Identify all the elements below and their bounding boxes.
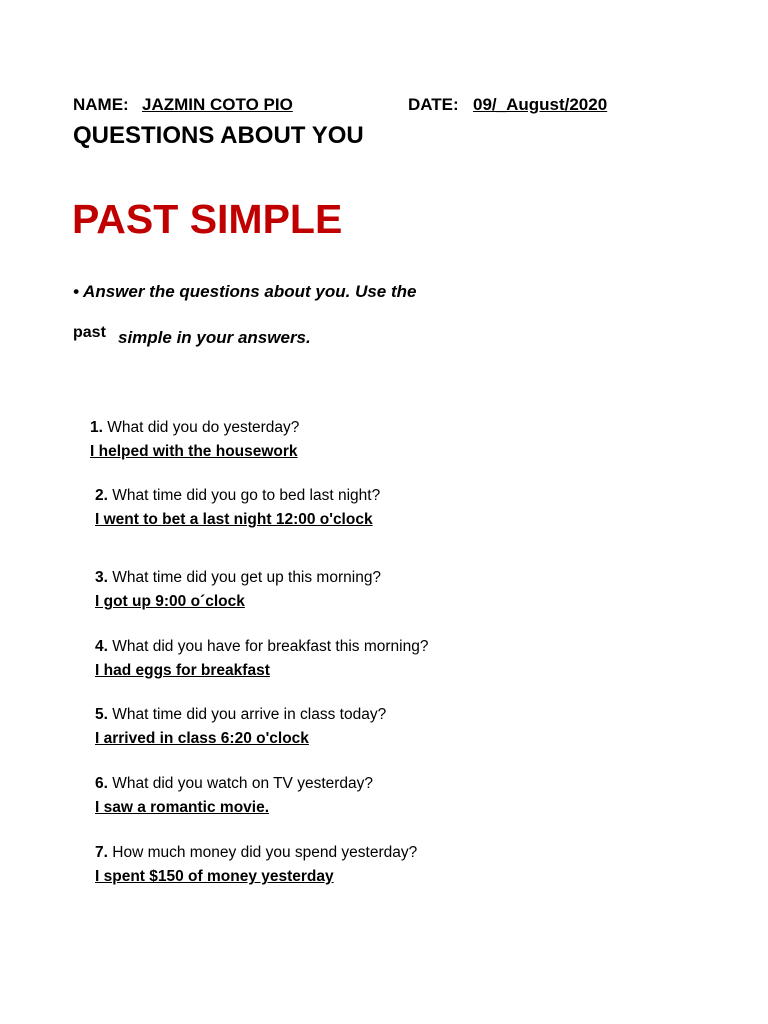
- question-4: [95, 638, 428, 656]
- question-number: 2.: [95, 487, 108, 504]
- name-value: JAZMIN COTO PIO: [142, 95, 293, 114]
- answer-3: I got up 9:00 o´clock: [95, 593, 245, 610]
- name-label: NAME:: [73, 95, 129, 114]
- answer-2: I went to bet a last night 12:00 o'clock: [95, 511, 373, 528]
- question-6: [95, 775, 373, 793]
- question-3: [95, 569, 381, 587]
- question-text: How much money did you spend yesterday?: [112, 844, 418, 861]
- question-number: 5.: [95, 706, 108, 723]
- question-number: 7.: [95, 844, 108, 861]
- question-text: What did you have for breakfast this morning?: [112, 638, 429, 655]
- question-number: 3.: [95, 569, 108, 586]
- instruction-line-1: • Answer the questions about you. Use the: [73, 282, 417, 301]
- question-number: 1.: [90, 419, 103, 436]
- answer-4: I had eggs for breakfast: [95, 662, 270, 679]
- question-2: [95, 487, 380, 505]
- question-text: What time did you go to bed last night?: [112, 487, 381, 504]
- date-label: DATE:: [408, 95, 459, 114]
- question-text: What time did you arrive in class today?: [112, 706, 387, 723]
- question-number: 6.: [95, 775, 108, 792]
- instruction-line-2: simple in your answers.: [118, 328, 311, 347]
- answer-7: I spent $150 of money yesterday: [95, 868, 334, 885]
- answer-5: I arrived in class 6:20 o'clock: [95, 730, 309, 747]
- date-value: 09/_August/2020: [473, 95, 608, 114]
- question-7: [95, 844, 417, 862]
- answer-1: I helped with the housework: [90, 443, 298, 460]
- worksheet-subtitle: QUESTIONS ABOUT YOU: [73, 122, 364, 149]
- question-text: What did you do yesterday?: [107, 419, 300, 436]
- worksheet-title: PAST SIMPLE: [72, 196, 343, 242]
- question-text: What time did you get up this morning?: [112, 569, 382, 586]
- answer-6: I saw a romantic movie.: [95, 799, 270, 816]
- question-5: [95, 706, 386, 724]
- instruction-past-word: past: [73, 324, 106, 341]
- question-number: 4.: [95, 638, 108, 655]
- question-text: What did you watch on TV yesterday?: [112, 775, 374, 792]
- question-1: [90, 419, 299, 437]
